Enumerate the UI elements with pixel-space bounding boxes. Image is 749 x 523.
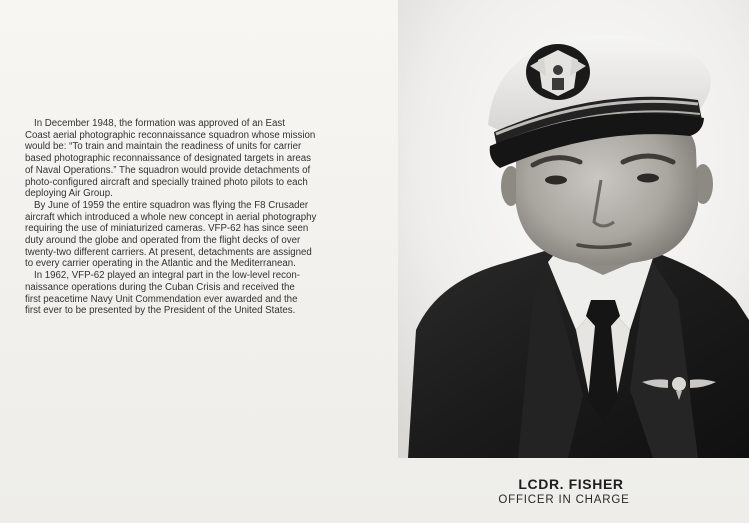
history-line: aircraft which introduced a whole new concept in aerial photography — [25, 211, 317, 223]
history-line: first peacetime Navy Unit Commendation ever awarded and the — [25, 293, 298, 305]
history-line: naissance operations during the Cuban Crisis and received the — [25, 281, 295, 293]
history-line: would be: “To train and maintain the readiness of units for carrier — [25, 141, 302, 153]
history-line: requiring the use of miniaturized cameras. VFP-62 has since seen — [25, 223, 309, 235]
history-line: By June of 1959 the entire squadron was flying the F8 Crusader — [34, 199, 309, 211]
history-line: photo-configured aircraft and specially trained photo pilots to each — [25, 176, 308, 188]
history-line: to every carrier operating in the Atlantic and the Mediterranean. — [25, 258, 296, 270]
history-line: based photographic reconnaissance of designated targets in areas — [25, 153, 311, 165]
officer-portrait-photo — [398, 0, 749, 458]
history-line: twenty-two different carriers. At present, detachments are assigned — [25, 246, 312, 258]
history-line: In 1962, VFP-62 played an integral part in the low-level recon- — [34, 270, 301, 282]
history-line: of Naval Operations.” The squadron would provide detachments of — [25, 164, 311, 176]
history-line: Coast aerial photographic reconnaissance squadron whose mission — [25, 129, 316, 141]
officer-name-caption: LCDR. FISHER — [518, 476, 624, 492]
officer-role-caption: OFFICER IN CHARGE — [498, 494, 630, 506]
history-line: deploying Air Group. — [25, 188, 113, 200]
history-line: first ever to be presented by the President of the United States. — [25, 305, 296, 317]
cap-badge-emblem — [526, 44, 590, 100]
history-line: In December 1948, the formation was approved of an East — [34, 118, 285, 129]
squadron-history-text — [25, 118, 347, 317]
history-line: duty around the globe and operated from the flight decks of over — [25, 235, 301, 247]
